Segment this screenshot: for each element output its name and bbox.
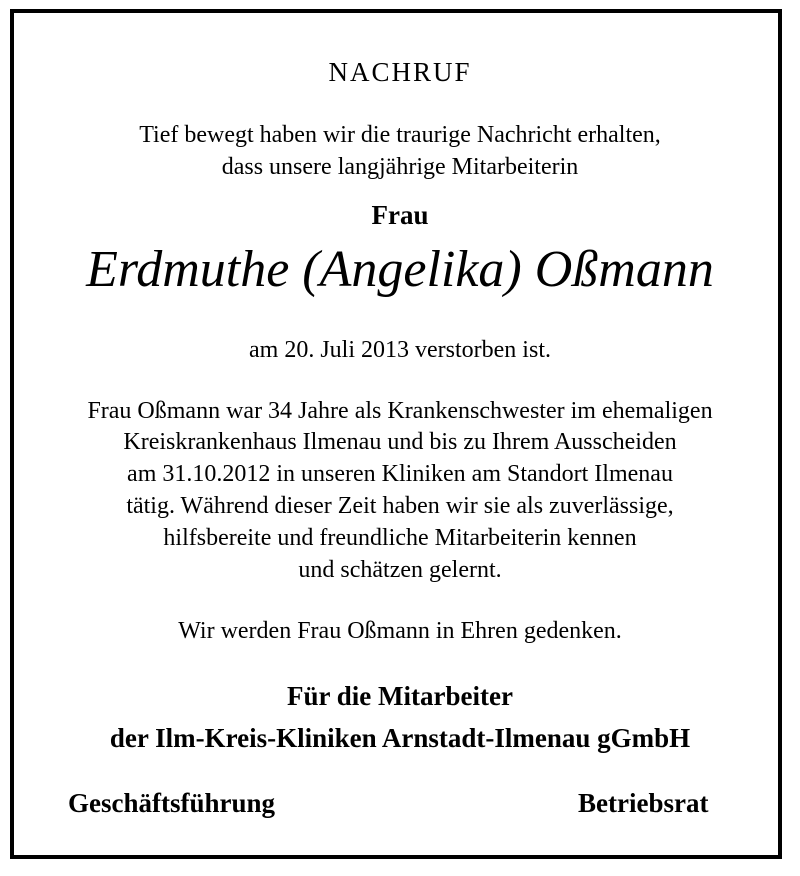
footer-works-council: Betriebsrat <box>578 788 709 818</box>
tribute-line-1: Frau Oßmann war 34 Jahre als Krankenschwester im ehemaligen <box>87 398 713 424</box>
notice-title: NACHRUF <box>328 57 472 87</box>
tribute-line-4: tätig. Während dieser Zeit haben wir sie als zuverlässige, <box>126 493 674 519</box>
salutation: Frau <box>371 200 429 230</box>
signature-line-2: der Ilm-Kreis-Kliniken Arnstadt-Ilmenau gGmbH <box>109 723 691 753</box>
tribute-line-5: hilfsbereite und freundliche Mitarbeiterin kennen <box>163 525 637 551</box>
tribute-line-3: am 31.10.2012 in unseren Kliniken am Standort Ilmenau <box>127 461 673 487</box>
tribute-line-2: Kreiskrankenhaus Ilmenau und bis zu Ihrem Ausscheiden <box>123 429 677 455</box>
footer-management: Geschäftsführung <box>68 788 276 818</box>
signature-line-1: Für die Mitarbeiter <box>287 681 513 711</box>
deceased-name: Erdmuthe (Angelika) Oßmann <box>86 241 714 298</box>
death-date-line: am 20. Juli 2013 verstorben ist. <box>249 337 551 363</box>
intro-line-2: dass unsere langjährige Mitarbeiterin <box>221 154 579 180</box>
intro-line-1: Tief bewegt haben wir die traurige Nachricht erhalten, <box>139 122 661 148</box>
tribute-line-6: und schätzen gelernt. <box>298 557 502 583</box>
remembrance-line: Wir werden Frau Oßmann in Ehren gedenken. <box>178 618 622 644</box>
